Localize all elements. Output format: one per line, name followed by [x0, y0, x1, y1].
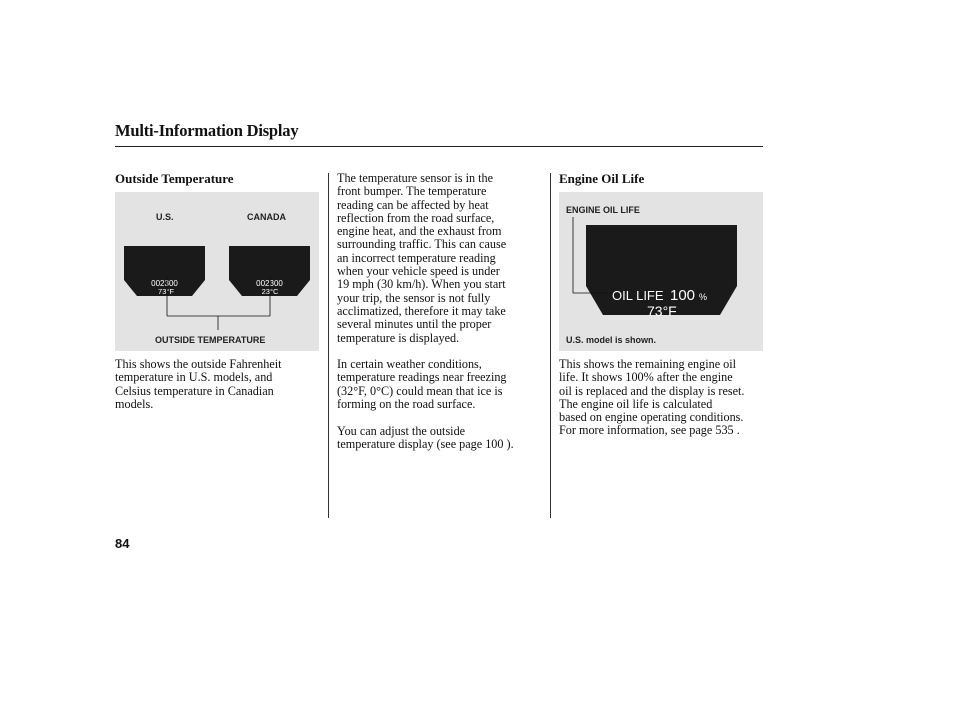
text-line: models.	[115, 396, 154, 411]
text-line: This shows the remaining engine oil	[559, 357, 737, 371]
text-line: (32°F, 0°C) could mean that ice is	[337, 383, 503, 398]
text-line: surrounding traffic. This can cause	[337, 237, 507, 252]
us-temp-text: 73°F	[158, 287, 174, 296]
text-line: oil is replaced and the display is reset.	[559, 383, 745, 398]
temperature-displays-drawing	[115, 192, 319, 351]
oil-life-caption: U.S. model is shown.	[566, 335, 657, 345]
text-line: engine heat, and the exhaust from	[337, 224, 502, 239]
text-line: acclimatized, therefore it may take	[337, 303, 506, 318]
column-divider-1	[328, 173, 329, 518]
canada-temp-text: 23°C	[261, 287, 279, 296]
oil-life-display-unit: %	[699, 292, 708, 302]
text-line: temperature display (see page 100 ).	[337, 437, 514, 452]
engine-oil-life-figure	[559, 192, 763, 351]
text-line: Celsius temperature in Canadian	[115, 383, 274, 398]
outside-temperature-figure	[115, 192, 319, 351]
text-line: This shows the outside Fahrenheit	[115, 357, 282, 371]
text-line: temperature is displayed.	[337, 330, 460, 345]
freezing-text	[337, 358, 542, 411]
outside-temperature-heading: Outside Temperature	[115, 171, 234, 186]
text-line: an incorrect temperature reading	[337, 250, 496, 265]
oil-life-display-value: 100	[670, 287, 696, 304]
text-line: 19 mph (30 km/h). When you start	[337, 277, 506, 292]
text-line: based on engine operating conditions.	[559, 410, 744, 425]
oil-life-display-temp: 73°F	[647, 303, 677, 319]
title-rule	[115, 146, 763, 147]
text-line: forming on the road surface.	[337, 396, 476, 411]
text-line: In certain weather conditions,	[337, 357, 482, 371]
text-line: front bumper. The temperature	[337, 184, 487, 199]
text-line: temperature readings near freezing	[337, 370, 507, 385]
us-label: U.S.	[156, 212, 174, 222]
sensor-text	[337, 172, 542, 345]
text-line: life. It shows 100% after the engine	[559, 370, 733, 385]
outside-temperature-text	[115, 358, 320, 411]
text-line: when your vehicle speed is under	[337, 264, 500, 279]
page-number: 84	[115, 536, 130, 551]
adjust-text	[337, 425, 542, 452]
engine-oil-life-text	[559, 358, 774, 438]
column-divider-2	[550, 173, 551, 518]
canada-label: CANADA	[247, 212, 286, 222]
us-odometer-text: 002300	[151, 279, 178, 288]
text-line: reflection from the road surface,	[337, 210, 495, 225]
text-line: The temperature sensor is in the	[337, 171, 494, 185]
engine-oil-life-label: ENGINE OIL LIFE	[566, 205, 640, 215]
text-line: You can adjust the outside	[337, 424, 466, 438]
engine-oil-life-heading: Engine Oil Life	[559, 171, 645, 186]
text-line: For more information, see page 535 .	[559, 423, 740, 438]
text-line: several minutes until the proper	[337, 317, 492, 332]
text-line: temperature in U.S. models, and	[115, 370, 273, 385]
oil-life-display-text: OIL LIFE	[612, 288, 664, 303]
text-line: your trip, the sensor is not fully	[337, 290, 491, 305]
canada-odometer-text: 002300	[256, 279, 283, 288]
oil-life-display-drawing	[559, 192, 763, 351]
outside-temperature-caption: OUTSIDE TEMPERATURE	[155, 335, 266, 345]
text-line: reading can be affected by heat	[337, 197, 489, 212]
text-line: The engine oil life is calculated	[559, 396, 713, 411]
page-title: Multi-Information Display	[115, 121, 299, 140]
